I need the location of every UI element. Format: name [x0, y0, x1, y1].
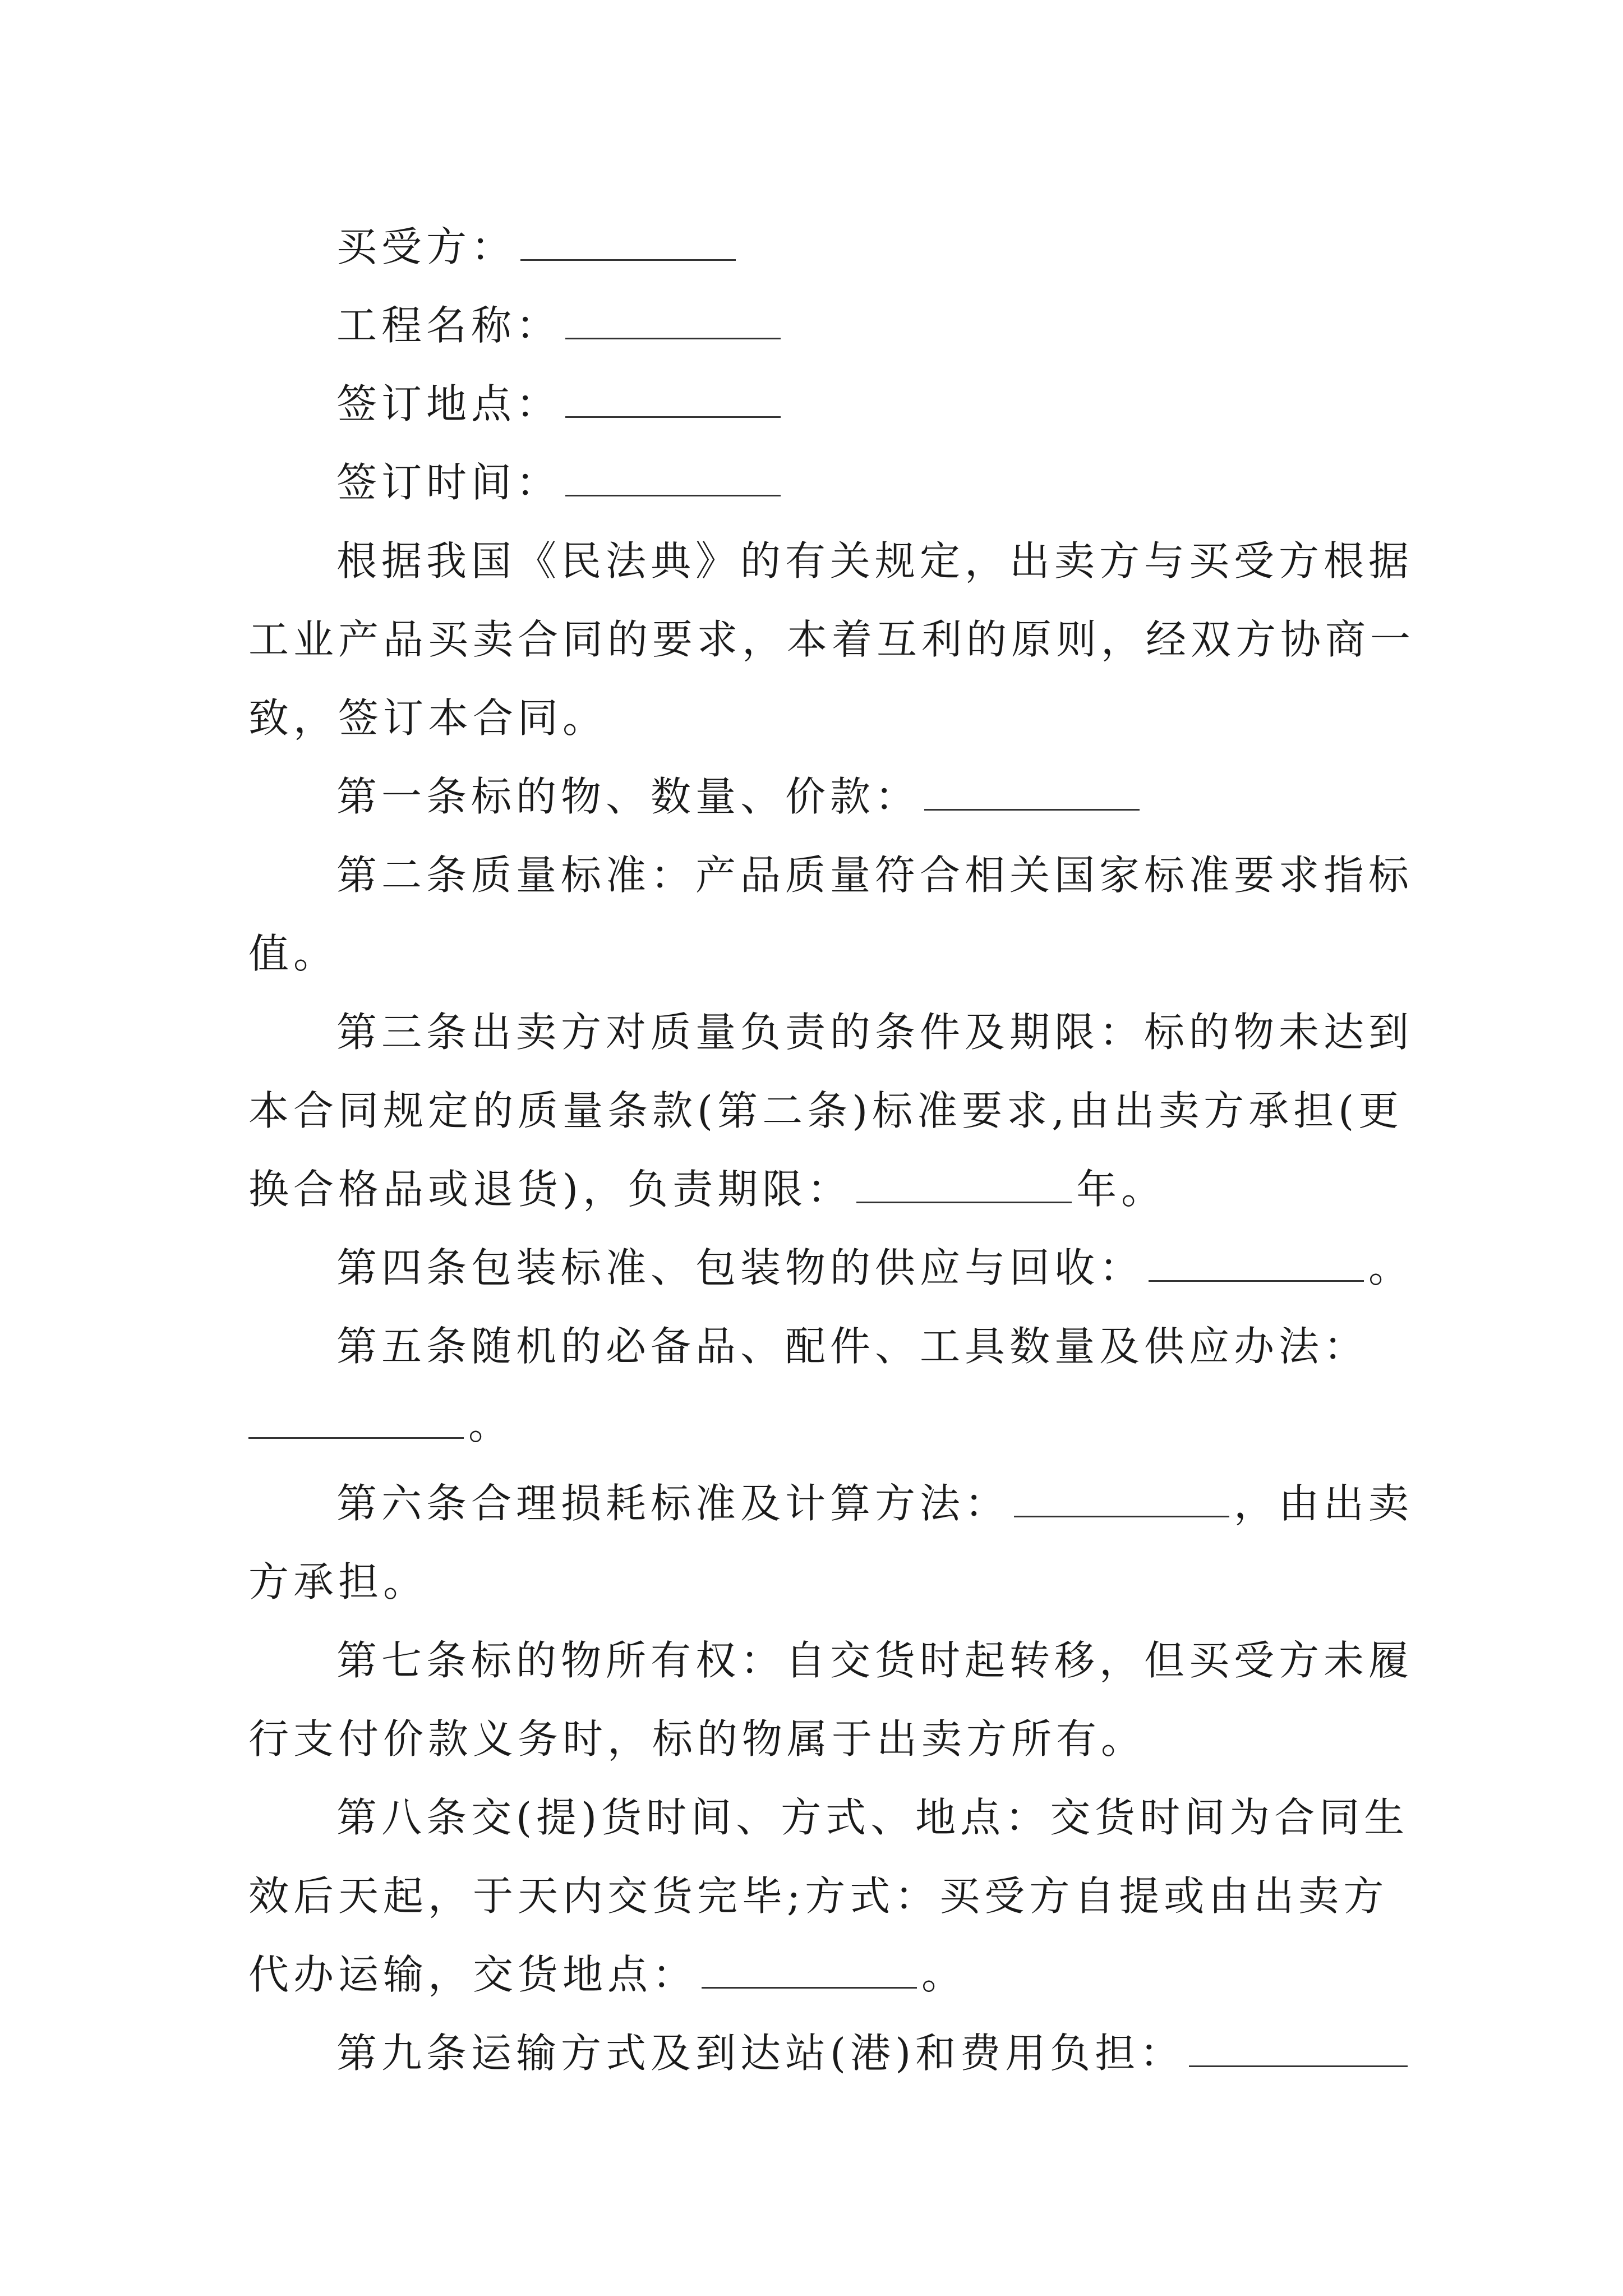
article-text: 换合格品或退货)，负责期限：	[248, 1166, 852, 1213]
field-project-name	[248, 286, 1387, 365]
article-3-line	[248, 1150, 1387, 1228]
field-label: 签订时间：	[336, 459, 561, 506]
article-8-line: 第八条交(提)货时间、方式、地点：交货时间为合同生	[336, 1794, 1409, 1841]
article-3-line: 本合同规定的质量条款(第二条)标准要求,由出卖方承担(更	[248, 1087, 1404, 1134]
blank-line	[1014, 1476, 1229, 1517]
blank-line	[520, 220, 736, 261]
article-2-line: 第二条质量标准：产品质量符合相关国家标准要求指标	[336, 852, 1414, 899]
article-text: ，由出卖	[1234, 1480, 1414, 1527]
field-signing-place	[248, 365, 1387, 443]
article-8-line: 效后天起，于天内交货完毕;方式：买受方自提或由出卖方	[248, 1872, 1389, 1920]
blank-line	[565, 298, 781, 339]
blank-line	[702, 1948, 917, 1989]
intro-line: 致，签订本合同。	[248, 694, 608, 742]
article-1	[248, 757, 1387, 836]
article-text: 年。	[1076, 1166, 1166, 1213]
article-text: 第六条合理损耗标准及计算方法：	[336, 1480, 1010, 1527]
article-5-line	[248, 1386, 1387, 1464]
blank-line	[924, 770, 1140, 811]
blank-line	[565, 455, 781, 496]
blank-line	[1189, 2026, 1408, 2067]
intro-line: 工业产品买卖合同的要求，本着互利的原则，经双方协商一	[248, 616, 1415, 663]
intro-line: 根据我国《民法典》的有关规定，出卖方与买受方根据	[336, 537, 1414, 585]
article-text: 。	[1368, 1244, 1414, 1291]
blank-line	[248, 1398, 464, 1439]
blank-line	[1149, 1241, 1364, 1282]
article-2-line: 值。	[248, 930, 339, 977]
article-6-line: 方承担。	[248, 1558, 428, 1605]
article-9	[248, 2014, 1387, 2092]
article-text: 第一条标的物、数量、价款：	[336, 773, 920, 820]
article-8-line	[248, 1935, 1387, 2014]
article-text: 。	[468, 1401, 514, 1448]
article-7-line: 行支付价款义务时，标的物属于出卖方所有。	[248, 1715, 1146, 1763]
article-3-line: 第三条出卖方对质量负责的条件及期限：标的物未达到	[336, 1009, 1414, 1056]
blank-line	[565, 377, 781, 418]
field-buyer	[248, 208, 1387, 286]
article-text: 。	[921, 1951, 967, 1998]
field-signing-time	[248, 443, 1387, 522]
article-text: 第九条运输方式及到达站(港)和费用负担：	[336, 2030, 1185, 2077]
blank-line	[856, 1162, 1072, 1203]
field-label: 买受方：	[336, 223, 517, 270]
article-5-line: 第五条随机的必备品、配件、工具数量及供应办法：	[336, 1323, 1369, 1370]
article-7-line: 第七条标的物所有权：自交货时起转移，但买受方未履	[336, 1637, 1414, 1684]
field-label: 签订地点：	[336, 380, 561, 427]
article-text: 代办运输，交货地点：	[248, 1951, 698, 1998]
article-text: 第四条包装标准、包装物的供应与回收：	[336, 1244, 1145, 1291]
field-label: 工程名称：	[336, 302, 561, 349]
article-4	[248, 1228, 1414, 1307]
contract-body	[248, 208, 1415, 2092]
article-6-line	[248, 1464, 1414, 1543]
